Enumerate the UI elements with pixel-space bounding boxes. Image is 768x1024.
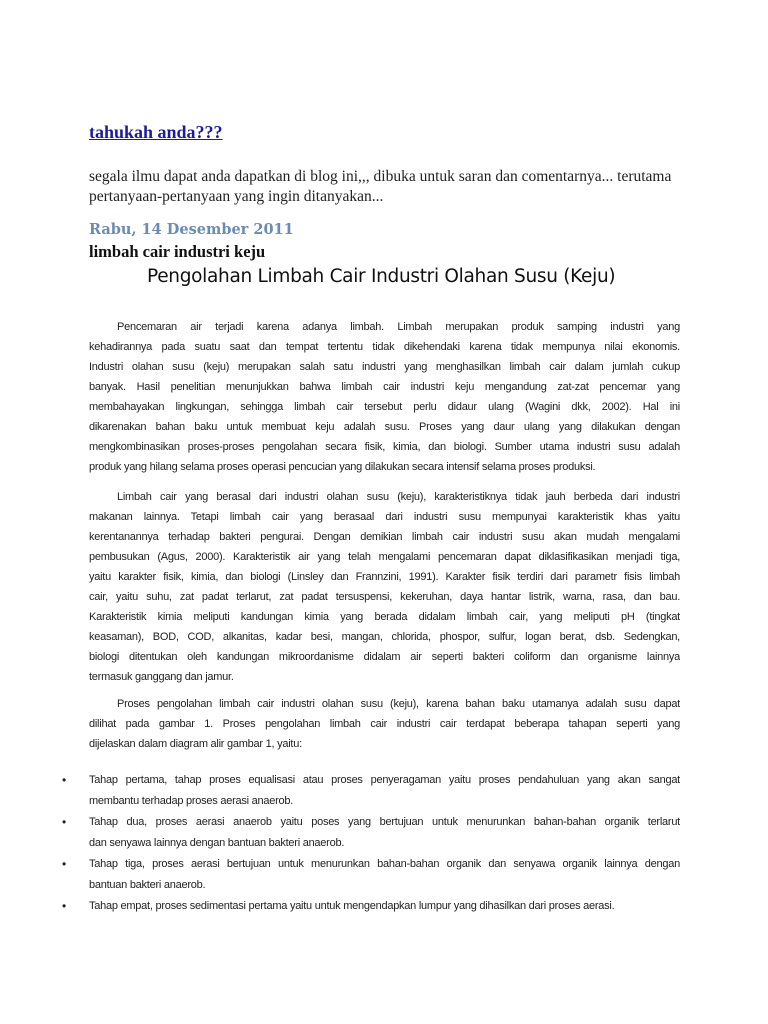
bullet-icon: • bbox=[62, 857, 66, 871]
bullet-item bbox=[60, 854, 680, 896]
bullet-icon: • bbox=[62, 815, 66, 829]
paragraph-line: pembusukan (Agus, 2000). Karakteristik air yang telah mengalami pencemaran dapat diklasifikasikan menjadi tiga, bbox=[89, 551, 680, 563]
paragraph-line: produk yang hilang selama proses operasi pencucian yang dilakukan secara intensif selama proses produksi. bbox=[89, 461, 596, 473]
blog-description: segala ilmu dapat anda dapatkan di blog ini,,, dibuka untuk saran dan comentarnya... terutama pertanyaan-pertanyaan yang ingin ditanyakan... bbox=[89, 168, 672, 205]
stage-bullet-list bbox=[60, 770, 680, 917]
bullet-item bbox=[60, 770, 680, 812]
paragraph-line: kerentanannya terhadap bakteri pengurai. Dengan demikian limbah cair industri susu akan mudah mengalami bbox=[89, 531, 680, 543]
paragraph-line: keasaman), BOD, COD, alkanitas, kadar besi, mangan, chlorida, phospor, sulfur, logan berat, dsb. Sedengkan, bbox=[89, 631, 680, 643]
paragraph-line: kehadirannya pada suatu saat dan tempat tertentu tidak dikehendaki karena tidak mempunya nilai ekonomis. bbox=[89, 341, 680, 353]
bullet-line: Tahap empat, proses sedimentasi pertama yaitu untuk mengendapkan lumpur yang dihasilkan dari proses aerasi. bbox=[89, 900, 615, 912]
bullet-line: Tahap dua, proses aerasi anaerob yaitu poses yang bertujuan untuk menurunkan bahan-bahan organik terlarut bbox=[89, 816, 680, 828]
bullet-icon: • bbox=[62, 773, 66, 787]
blog-title-link[interactable]: tahukah anda??? bbox=[89, 122, 223, 142]
bullet-item bbox=[60, 812, 680, 854]
paragraph-1 bbox=[89, 317, 680, 477]
bullet-line: membantu terhadap proses aerasi anaerob. bbox=[89, 795, 294, 807]
paragraph-line: yaitu karakter fisik, kimia, dan biologi (Linsley dan Frannzini, 1991). Karakter fisik terdiri dari parametr fisis limbah bbox=[89, 571, 680, 583]
paragraph-line: dilihat pada gambar 1. Proses pengolahan limbah cair industri cair terdapat beberapa tahapan seperti yang bbox=[89, 718, 680, 730]
bullet-line: Tahap pertama, tahap proses equalisasi atau proses penyeragaman yaitu proses pendahuluan yang akan sangat bbox=[89, 774, 680, 786]
bullet-line: bantuan bakteri anaerob. bbox=[89, 879, 206, 891]
paragraph-line: banyak. Hasil penelitian menunjukkan bahwa limbah cair industri keju mengandung zat-zat pencemar yang bbox=[89, 381, 680, 393]
paragraph-line: Pencemaran air terjadi karena adanya limbah. Limbah merupakan produk samping industri yang bbox=[117, 321, 680, 333]
paragraph-line: Proses pengolahan limbah cair industri olahan susu (keju), karena bahan baku utamanya adalah susu dapat bbox=[117, 698, 680, 710]
paragraph-line: Industri olahan susu (keju) merupakan salah satu industri yang menghasilkan limbah cair dalam jumlah cukup bbox=[89, 361, 680, 373]
paragraph-3 bbox=[89, 694, 680, 754]
paragraph-line: cair, yaitu suhu, zat padat terlarut, zat padat tersuspensi, kekeruhan, daya hantar listrik, warna, rasa, dan bau. bbox=[89, 591, 680, 603]
bullet-line: dan senyawa lainnya dengan bantuan bakteri anaerob. bbox=[89, 837, 345, 849]
paragraph-line: Limbah cair yang berasal dari industri olahan susu (keju), karakteristiknya tidak jauh berbeda dari industri bbox=[117, 491, 680, 503]
post-date: Rabu, 14 Desember 2011 bbox=[89, 221, 294, 238]
document-heading: Pengolahan Limbah Cair Industri Olahan Susu (Keju) bbox=[147, 266, 616, 287]
paragraph-line: mengkombinasikan proses-proses pengolahan secara fisik, kimia, dan biologi. Sumber utama industri susu adalah bbox=[89, 441, 680, 453]
paragraph-line: dijelaskan dalam diagram alir gambar 1, yaitu: bbox=[89, 738, 302, 750]
bullet-icon: • bbox=[62, 899, 66, 913]
post-title: limbah cair industri keju bbox=[89, 242, 266, 261]
bullet-item bbox=[60, 896, 680, 917]
paragraph-line: dikarenakan bahan baku untuk membuat keju adalah susu. Proses yang daur ulang yang dilakukan dengan bbox=[89, 421, 680, 433]
paragraph-line: biologi ditentukan oleh kandungan mikroordanisme didalam air seperti bakteri coliform dan organisme lainnya bbox=[89, 651, 680, 663]
paragraph-line: termasuk ganggang dan jamur. bbox=[89, 671, 234, 683]
bullet-line: Tahap tiga, proses aerasi bertujuan untuk menurunkan bahan-bahan organik dan senyawa organik lainnya dengan bbox=[89, 858, 680, 870]
paragraph-2 bbox=[89, 487, 680, 687]
paragraph-line: membahayakan lingkungan, sehingga limbah cair tersebut perlu didaur ulang (Wagini dkk, 2002). Hal ini bbox=[89, 401, 680, 413]
paragraph-line: makanan lainnya. Tetapi limbah cair yang berasaal dari industri susu mempunyai karakteristik khas yaitu bbox=[89, 511, 680, 523]
paragraph-line: Karakteristik kimia meliputi kandungan kimia yang berada didalam limbah cair, yang meliputi pH (tingkat bbox=[89, 611, 680, 623]
